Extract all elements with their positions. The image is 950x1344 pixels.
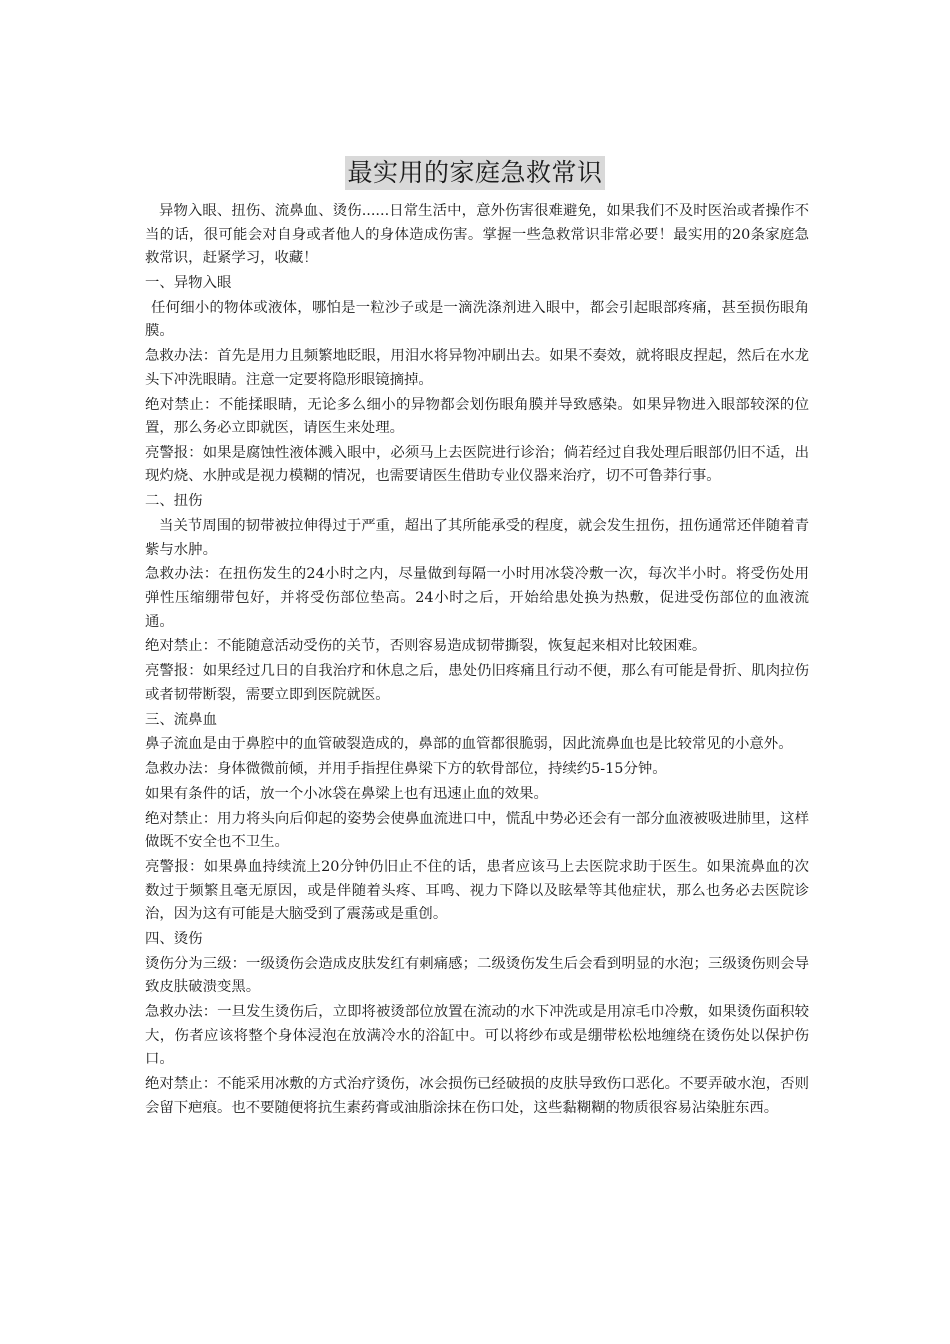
paragraph: 绝对禁止：不能揉眼睛，无论多么细小的异物都会划伤眼角膜并导致感染。如果异物进入眼部较深的位置，那么务必立即就医，请医生来处理。 — [145, 396, 809, 437]
paragraph: 急救办法：身体微微前倾，并用手指捏住鼻梁下方的软骨部位，持续约5-15分钟。 — [145, 761, 667, 778]
intro-paragraph: 异物入眼、扭伤、流鼻血、烫伤......日常生活中，意外伤害很难避免，如果我们不及时医治或者操作不当的话，很可能会对自身或者他人的身体造成伤害。掌握一些急救常识非常必要！最实用的20条家庭急救常识，赶紧学习，收藏！ — [145, 203, 809, 267]
section-heading-burn: 四、烫伤 — [145, 931, 203, 947]
title-wrap — [0, 156, 950, 190]
paragraph: 鼻子流血是由于鼻腔中的血管破裂造成的，鼻部的血管都很脆弱，因此流鼻血也是比较常见的小意外。 — [145, 736, 793, 753]
paragraph: 绝对禁止：不能随意活动受伤的关节，否则容易造成韧带撕裂，恢复起来相对比较困难。 — [145, 638, 707, 655]
paragraph: 烫伤分为三级：一级烫伤会造成皮肤发红有刺痛感；二级烫伤发生后会看到明显的水泡；三级烫伤则会导致皮肤破溃变黑。 — [145, 955, 809, 996]
section-heading-foreign-body-eye: 一、异物入眼 — [145, 274, 232, 291]
paragraph: 急救办法：在扭伤发生的24小时之内，尽量做到每隔一小时用冰袋冷敷一次，每次半小时。将受伤处用弹性压缩绷带包好，并将受伤部位垫高。24小时之后，开始给患处换为热敷，促进受伤部位的血液流通。 — [145, 566, 809, 630]
section-heading-nosebleed: 三、流鼻血 — [145, 711, 217, 728]
paragraph: 急救办法：首先是用力且频繁地眨眼，用泪水将异物冲刷出去。如果不奏效，就将眼皮捏起，然后在水龙头下冲洗眼睛。注意一定要将隐形眼镜摘掉。 — [145, 348, 809, 388]
section-heading-sprain: 二、扭伤 — [145, 493, 203, 510]
document-body — [145, 200, 809, 1122]
document-title: 最实用的家庭急救常识 — [345, 156, 604, 190]
paragraph: 亮警报：如果经过几日的自我治疗和休息之后，患处仍旧疼痛且行动不便，那么有可能是骨折、肌肉拉伤或者韧带断裂，需要立即到医院就医。 — [145, 663, 809, 703]
paragraph: 亮警报：如果鼻血持续流上20分钟仍旧止不住的话，患者应该马上去医院求助于医生。如果流鼻血的次数过于频繁且毫无原因，或是伴随着头疼、耳鸣、视力下降以及眩晕等其他症状，那么也务必去医院诊治，因为这有可能是大脑受到了震荡或是重创。 — [145, 859, 809, 923]
paragraph: 如果有条件的话，放一个小冰袋在鼻梁上也有迅速止血的效果。 — [145, 785, 548, 802]
paragraph: 绝对禁止：用力将头向后仰起的姿势会使鼻血流进口中，慌乱中势必还会有一部分血液被吸进肺里，这样做既不安全也不卫生。 — [145, 810, 809, 851]
paragraph: 绝对禁止：不能采用冰敷的方式治疗烫伤，冰会损伤已经破损的皮肤导致伤口恶化。不要弄破水泡，否则会留下疤痕。也不要随便将抗生素药膏或油脂涂抹在伤口处，这些黏糊糊的物质很容易沾染脏东西。 — [145, 1076, 809, 1116]
paragraph: 亮警报：如果是腐蚀性液体溅入眼中，必须马上去医院进行诊治；倘若经过自我处理后眼部仍旧不适，出现灼烧、水肿或是视力模糊的情况，也需要请医生借助专业仪器来治疗，切不可鲁莽行事。 — [145, 444, 809, 485]
paragraph: 当关节周围的韧带被拉伸得过于严重，超出了其所能承受的程度，就会发生扭伤，扭伤通常还伴随着青紫与水肿。 — [145, 518, 809, 558]
paragraph: 急救办法：一旦发生烫伤后，立即将被烫部位放置在流动的水下冲洗或是用凉毛巾冷敷，如果烫伤面积较大，伤者应该将整个身体浸泡在放满冷水的浴缸中。可以将纱布或是绷带松松地缠绕在烫伤处以保护伤口。 — [145, 1004, 809, 1068]
paragraph: 任何细小的物体或液体，哪怕是一粒沙子或是一滴洗涤剂进入眼中，都会引起眼部疼痛，甚至损伤眼角膜。 — [145, 299, 809, 340]
